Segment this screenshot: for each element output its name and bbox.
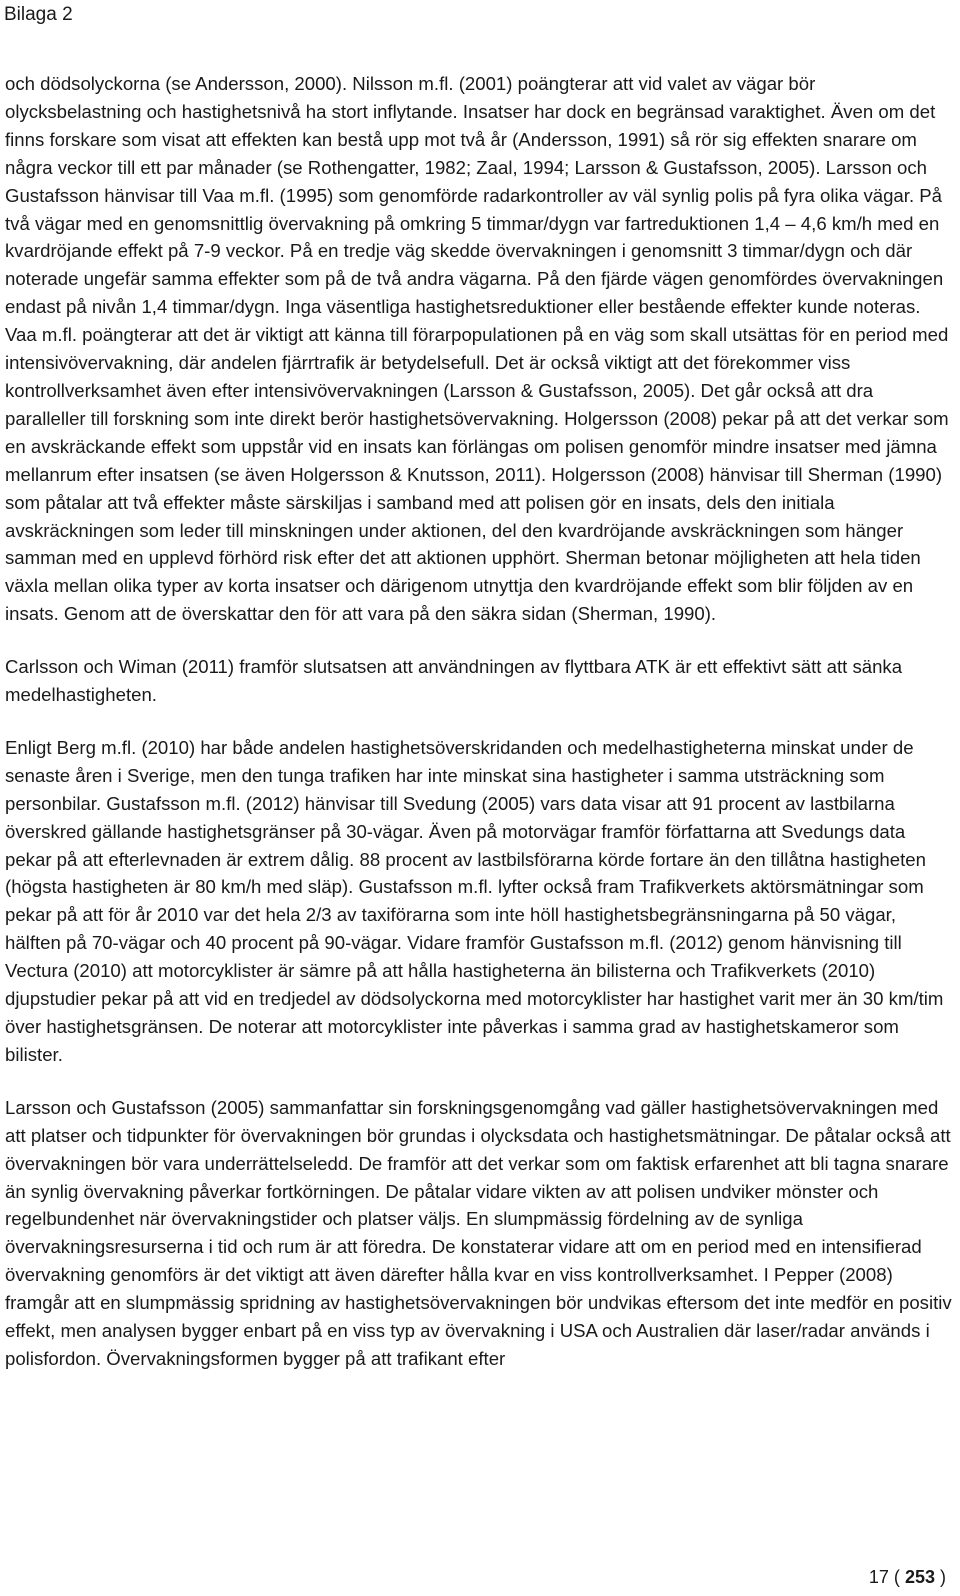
- paragraph: Carlsson och Wiman (2011) framför slutsatsen att användningen av flyttbara ATK är ett effektivt sätt att sänka medelhastigheten.: [5, 656, 903, 706]
- page-header: Bilaga 2: [4, 4, 73, 25]
- page-total-close: ): [940, 1567, 946, 1587]
- page-number: 17: [868, 1567, 889, 1587]
- paragraph: Enligt Berg m.fl. (2010) har både andelen hastighetsöverskridanden och medelhastigheterna minskat under de senaste åren i Sverige, men den tunga trafiken har inte minskat sina hastigheter i samma utsträckning som personbilar. Gustafsson m.fl. (2012) hänvisar till Svedung (2005) vars data visar att 91 procent av lastbilarna överskred gällande hastighetsgränser på 30-vägar. Även på motorvägar framför författarna att Svedungs data pekar på att efterlevnaden är extrem dålig. 88 procent av lastbilsförarna körde fortare än den tillåtna hastigheten (högsta hastigheten är 80 km/h med släp). Gustafsson m.fl. lyfter också fram Trafikverkets aktörsmätningar som pekar på att för år 2010 var det hela 2/3 av taxiförarna som inte höll hastighetsbegränsningarna på 50 vägar, hälften på 70-vägar och 40 procent på 90-vägar. Vidare framför Gustafsson m.fl. (2012) genom hänvisning till Vectura (2010) att motorcyklister är sämre på att hålla hastigheterna än bilisterna och Trafikverkets (2010) djupstudier pekar på att vid en tredjedel av dödsolyckorna med motorcyklister har hastighet varit mer än 30 km/tim över hastighetsgränsen. De noterar att motorcyklister inte påverkas i samma grad av hastighetskameror som bilister.: [5, 736, 944, 1065]
- document-body: [5, 70, 955, 1373]
- page-total-open: (: [893, 1567, 900, 1587]
- paragraph: Larsson och Gustafsson (2005) sammanfattar sin forskningsgenomgång vad gäller hastighetsövervakningen med att platser och tidpunkter för övervakningen bör grundas i olycksdata och hastighetsmätningar. De påtalar också att övervakningen bör vara underrättelseledd. De framför att det verkar som om faktisk erfarenhet att bli tagna snarare än synlig övervakning påverkar fortkörningen. De påtalar vidare vikten av att polisen undviker mönster och regelbundenhet när övervakningstider och platser väljs. En slumpmässig fördelning av de synliga övervakningsresurserna i tid och rum är att föredra. De konstaterar vidare att om en period med en intensifierad övervakning genomförs är det viktigt att även därefter hålla kvar en viss kontrollverksamhet. I Pepper (2008) framgår att en slumpmässig spridning av hastighetsövervakningen bör undvikas eftersom det inte medför en positiv effekt, men analysen bygger enbart på en viss typ av övervakning i USA och Australien där laser/radar används i polisfordon. Övervakningsformen bygger på att trafikant efter: [5, 1096, 952, 1369]
- page-total: 253: [904, 1567, 935, 1587]
- paragraph: och dödsolyckorna (se Andersson, 2000). Nilsson m.fl. (2001) poängterar att vid valet av vägar bör olycksbelastning och hastighetsnivå ha stort inflytande. Insatser har dock en begränsad varaktighet. Även om det finns forskare som visat att effekten kan bestå upp mot två år (Andersson, 1991) så rör sig effekten snarare om några veckor till ett par månader (se Rothengatter, 1982; Zaal, 1994; Larsson & Gustafsson, 2005). Larsson och Gustafsson hänvisar till Vaa m.fl. (1995) som genomförde radarkontroller av väl synlig polis på fyra olika vägar. På två vägar med en genomsnittlig övervakning på omkring 5 timmar/dygn var fartreduktionen 1,4 – 4,6 km/h med en kvardröjande effekt på 7-9 veckor. På en tredje väg skedde övervakningen i genomsnitt 3 timmar/dygn och där noterade ungefär samma effekter som på de två andra vägarna. På den fjärde vägen genomfördes övervakningen endast på nivån 1,4 timmar/dygn. Inga väsentliga hastighetsreduktioner eller bestående effekter kunde noteras. Vaa m.fl. poängterar att det är viktigt att känna till förarpopulationen på en väg som skall utsättas för en period med intensivövervakning, där andelen fjärrtrafik är betydelsefull. Det är också viktigt att det förekommer viss kontrollverksamhet även efter intensivövervakningen (Larsson & Gustafsson, 2005). Det går också att dra paralleller till forskning som inte direkt berör hastighetsövervakning. Holgersson (2008) pekar på att det verkar som en avskräckande effekt som uppstår vid en insats kan förlängas om polisen genomför mindre insatser med jämna mellanrum efter insatsen (se även Holgersson & Knutsson, 2011). Holgersson (2008) hänvisar till Sherman (1990) som påtalar att två effekter måste särskiljas i samband med att polisen gör en insats, dels den initiala avskräckningen som leder till minskningen under aktionen, del den kvardröjande avskräckningen som hänger samman med en upplevd förhörd risk efter det att aktionen upphört. Sherman betonar möjligheten att hela tiden växla mellan olika typer av korta insatser och därigenom utnyttja den kvardröjande effekt som blir följden av en insats. Genom att de överskattar den för att vara på den säkra sidan (Sherman, 1990).: [5, 73, 949, 625]
- page-footer: [869, 1566, 946, 1588]
